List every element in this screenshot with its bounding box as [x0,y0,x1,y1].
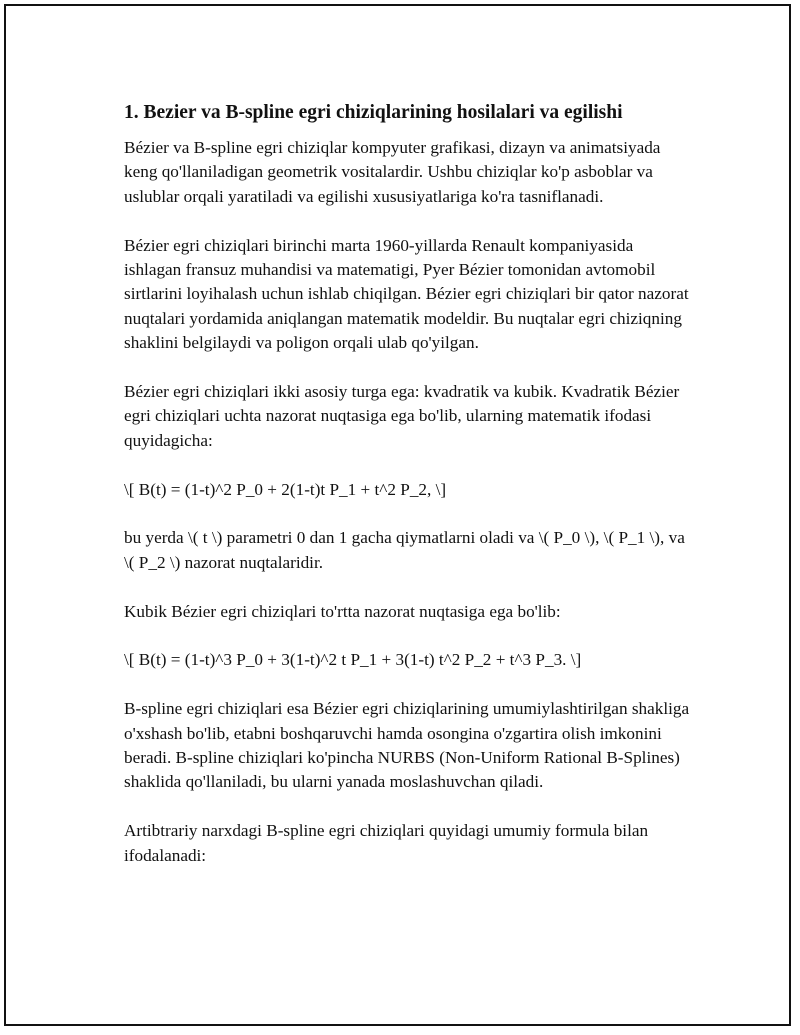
paragraph-bspline: B-spline egri chiziqlari esa Bézier egri chiziqlarining umumiylashtirilgan shakliga o'xshash bo'lib, etabni boshqaruvchi hamda osongina o'zgartira olish imkonini beradi. B-spline chiziqlari ko'pincha NURBS (Non-Uniform Rational B-Splines) shaklida qo'llaniladi, bu ularni yanada moslashuvchan qiladi. [124,699,690,792]
formula-quadratic: \[ B(t) = (1-t)^2 P_0 + 2(1-t)t P_1 + t^2 P_2, \] [124,479,447,499]
paragraph-history: Bézier egri chiziqlari birinchi marta 1960-yillarda Renault kompaniyasida ishlagan fransuz muhandisi va matematigi, Pyer Bézier tomonidan avtomobil sirtlarini loyihalash uchun ishlab chiqilgan. Bézier egri chiziqlari bir qator nazorat nuqtalari yordamida aniqlangan matematik modeldir. Bu nuqtalar egri chiziqning shaklini belgilaydi va poligon orqali ulab qo'yilgan. [124,235,689,353]
paragraph-intro: Bézier va B-spline egri chiziqlar kompyuter grafikasi, dizayn va animatsiyada keng qo'llaniladigan geometrik vositalardir. Ushbu chiziqlar ko'p asboblar va uslublar orqali yaratiladi va egilishi xususiyatlariga ko'ra tasniflanadi. [124,138,661,206]
document-body [124,100,690,892]
paragraph-cubic: Kubik Bézier egri chiziqlari to'rtta nazorat nuqtasiga ega bo'lib: [124,601,561,621]
section-heading: 1. Bezier va B-spline egri chiziqlarining hosilalari va egilishi [124,102,623,123]
paragraph-types: Bézier egri chiziqlari ikki asosiy turga ega: kvadratik va kubik. Kvadratik Bézier egri chiziqlari uchta nazorat nuqtasiga ega bo'lib, ularning matematik ifodasi quyidagicha: [124,382,680,450]
formula-cubic: \[ B(t) = (1-t)^3 P_0 + 3(1-t)^2 t P_1 + 3(1-t) t^2 P_2 + t^3 P_3. \] [124,650,582,670]
page-frame [4,4,791,1026]
paragraph-parameters: bu yerda \( t \) parametri 0 dan 1 gacha qiymatlarni oladi va \( P_0 \), \( P_1 \), va \( P_2 \) nazorat nuqtalaridir. [124,528,685,572]
paragraph-general-formula: Artibtrariy narxdagi B-spline egri chiziqlari quyidagi umumiy formula bilan ifodalanadi: [124,821,649,865]
